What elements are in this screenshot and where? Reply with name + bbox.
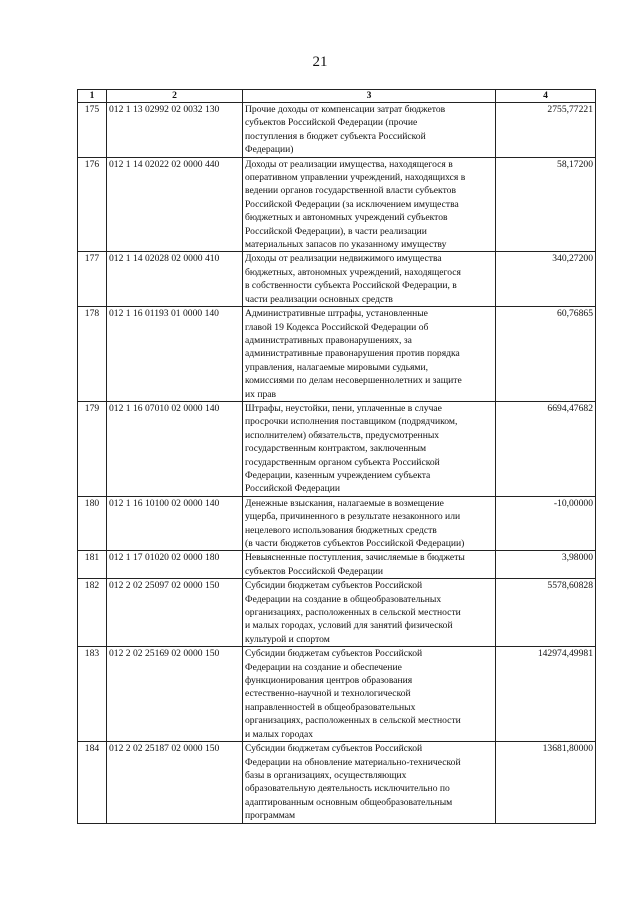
table-row [78, 579, 596, 647]
budget-code: 012 2 02 25169 02 0000 150 [107, 647, 243, 742]
description-line: Доходы от реализации имущества, находящегося в [245, 158, 453, 170]
description-line: главой 19 Кодекса Российской Федерации об [245, 321, 429, 333]
row-number: 182 [78, 579, 107, 647]
table-row [78, 496, 596, 551]
revenue-table [77, 89, 596, 824]
budget-code: 012 1 16 01193 01 0000 140 [107, 307, 243, 402]
description-line: бюджетных, автономных учреждений, находящегося [245, 266, 461, 278]
description-line: административных правонарушениях, за [245, 334, 412, 346]
revenue-description [243, 579, 496, 647]
row-number: 177 [78, 252, 107, 307]
revenue-description [243, 252, 496, 307]
budget-code: 012 1 16 10100 02 0000 140 [107, 496, 243, 551]
description-line: Федерации) [245, 144, 294, 156]
description-line: Российской Федерации [245, 483, 340, 495]
description-line: организациях, расположенных в сельской местности [245, 607, 461, 619]
description-line: субъектов Российской Федерации (прочие [245, 117, 418, 129]
amount-value: 58,17200 [496, 157, 596, 252]
table-row [78, 742, 596, 823]
description-line: Прочие доходы от компенсации затрат бюджетов [245, 104, 446, 115]
description-line: программам [245, 810, 296, 822]
description-line: оперативном управлении учреждений, находящихся в [245, 172, 466, 184]
amount-value: 13681,80000 [496, 742, 596, 823]
description-line: в собственности субъекта Российской Федерации, в [245, 280, 457, 292]
row-number: 178 [78, 307, 107, 402]
amount-value: -10,00000 [496, 496, 596, 551]
description-line: и малых городах [245, 728, 314, 740]
description-line: Доходы от реализации недвижимого имущества [245, 253, 442, 265]
row-number: 181 [78, 551, 107, 579]
column-header-4: 4 [496, 90, 596, 103]
description-line: Федерации на создание и обеспечение [245, 661, 402, 673]
revenue-description [243, 157, 496, 252]
description-line: Федерации, казенным учреждением субъекта [245, 469, 431, 481]
description-line: субъектов Российской Федерации [245, 565, 383, 577]
amount-value: 60,76865 [496, 307, 596, 402]
row-number: 175 [78, 103, 107, 158]
column-header-1: 1 [78, 90, 107, 103]
description-line: Невыясненные поступления, зачисляемые в бюджеты [245, 552, 465, 564]
revenue-description [243, 742, 496, 823]
column-header-3: 3 [243, 90, 496, 103]
page-number: 21 [312, 54, 328, 70]
revenue-description [243, 551, 496, 579]
description-line: функционирования центров образования [245, 675, 413, 687]
budget-code: 012 1 13 02992 02 0032 130 [107, 103, 243, 158]
revenue-description [243, 307, 496, 402]
description-line: Субсидии бюджетам субъектов Российской [245, 743, 423, 755]
description-line: их прав [245, 388, 277, 400]
description-line: Федерации на создание в общеобразовательных [245, 593, 442, 605]
amount-value: 6694,47682 [496, 401, 596, 496]
description-line: ущерба, причиненного в результате незаконного или [245, 511, 461, 523]
row-number: 179 [78, 401, 107, 496]
description-line: материальных запасов по указанному имуществу [245, 239, 447, 251]
description-line: и малых городах, условий для занятий физической [245, 620, 453, 632]
description-line: базы в организациях, осуществляющих [245, 769, 407, 781]
description-line: культурой и спортом [245, 633, 330, 645]
description-line: Российской Федерации (за исключением имущества [245, 198, 459, 210]
budget-code: 012 2 02 25187 02 0000 150 [107, 742, 243, 823]
table-row [78, 252, 596, 307]
table-row [78, 551, 596, 579]
revenue-description [243, 401, 496, 496]
budget-code: 012 1 14 02022 02 0000 440 [107, 157, 243, 252]
description-line: Федерации на обновление материально-технической [245, 756, 461, 768]
amount-value: 2755,77221 [496, 103, 596, 158]
description-line: административные правонарушения против порядка [245, 348, 460, 360]
description-line: поступления в бюджет субъекта Российской [245, 130, 426, 142]
revenue-description [243, 496, 496, 551]
table-row [78, 157, 596, 252]
description-line: бюджетных и автономных учреждений субъектов [245, 212, 448, 224]
column-header-2: 2 [107, 90, 243, 103]
description-line: ведении органов государственной власти субъектов [245, 185, 456, 197]
description-line: государственным контрактом, заключенным [245, 443, 427, 455]
description-line: Российской Федерации), в части реализации [245, 225, 427, 237]
budget-code: 012 1 16 07010 02 0000 140 [107, 401, 243, 496]
row-number: 184 [78, 742, 107, 823]
description-line: Административные штрафы, установленные [245, 308, 428, 320]
row-number: 176 [78, 157, 107, 252]
description-line: части реализации основных средств [245, 293, 393, 305]
description-line: комиссиями по делам несовершеннолетних и защите [245, 375, 462, 387]
description-line: Субсидии бюджетам субъектов Российской [245, 580, 423, 592]
amount-value: 5578,60828 [496, 579, 596, 647]
budget-code: 012 1 14 02028 02 0000 410 [107, 252, 243, 307]
amount-value: 142974,49981 [496, 647, 596, 742]
description-line: Штрафы, неустойки, пени, уплаченные в случае [245, 402, 442, 414]
description-line: нецелевого использования бюджетных средств [245, 524, 437, 536]
revenue-description [243, 647, 496, 742]
description-line: Денежные взыскания, налагаемые в возмещение [245, 497, 444, 509]
row-number: 183 [78, 647, 107, 742]
table-row [78, 647, 596, 742]
amount-value: 3,98000 [496, 551, 596, 579]
revenue-description [243, 103, 496, 158]
description-line: государственным органом субъекта Российской [245, 456, 440, 468]
description-line: (в части бюджетов субъектов Российской Федерации) [245, 538, 465, 549]
table-row [78, 307, 596, 402]
description-line: естественно-научной и технологической [245, 688, 411, 700]
budget-code: 012 1 17 01020 02 0000 180 [107, 551, 243, 579]
description-line: образовательную деятельность исключительно по [245, 783, 450, 795]
description-line: просрочки исполнения поставщиком (подрядчиком, [245, 416, 458, 428]
description-line: управления, налагаемые мировыми судьями, [245, 361, 429, 373]
row-number: 180 [78, 496, 107, 551]
description-line: направленностей в общеобразовательных [245, 701, 416, 713]
table-row [78, 401, 596, 496]
budget-code: 012 2 02 25097 02 0000 150 [107, 579, 243, 647]
amount-value: 340,27200 [496, 252, 596, 307]
table-header-row [78, 90, 596, 103]
description-line: адаптированным основным общеобразовательным [245, 796, 453, 808]
table-row [78, 103, 596, 158]
description-line: организациях, расположенных в сельской местности [245, 715, 461, 727]
description-line: исполнителем) обязательств, предусмотренных [245, 429, 440, 441]
description-line: Субсидии бюджетам субъектов Российской [245, 648, 423, 660]
